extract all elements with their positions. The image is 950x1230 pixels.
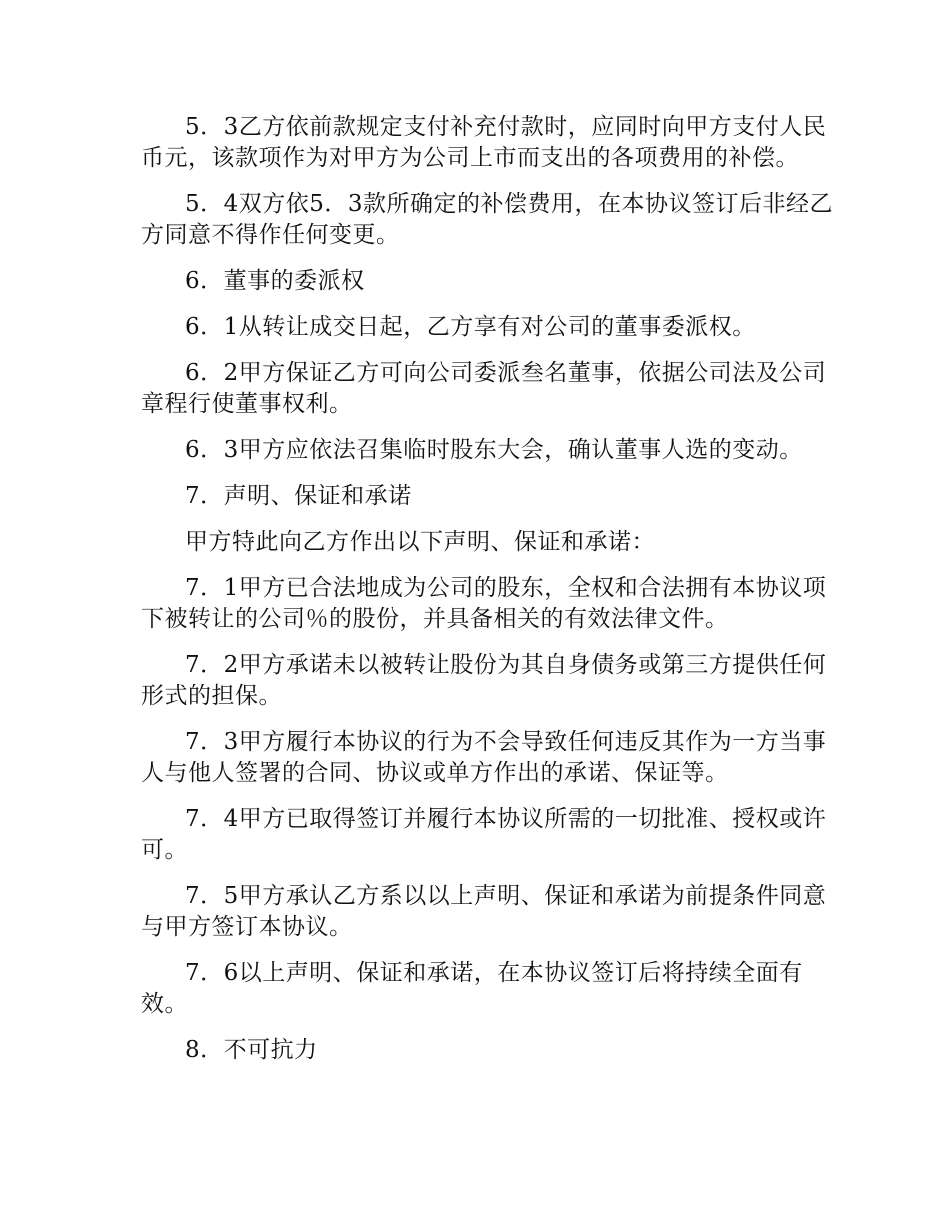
paragraph-7-1: 7．1甲方已合法地成为公司的股东，全权和合法拥有本协议项下被转让的公司％的股份，并具备相关的有效法律文件。 bbox=[141, 575, 827, 632]
paragraph-7-2: 7．2甲方承诺未以被转让股份为其自身债务或第三方提供任何形式的担保。 bbox=[141, 652, 827, 709]
paragraph-7-intro: 甲方特此向乙方作出以下声明、保证和承诺： bbox=[185, 529, 655, 555]
document-page bbox=[141, 112, 841, 1081]
paragraph-6-2: 6．2甲方保证乙方可向公司委派叁名董事，依据公司法及公司章程行使董事权利。 bbox=[141, 360, 827, 417]
paragraph-7-3: 7．3甲方履行本协议的行为不会导致任何违反其作为一方当事人与他人签署的合同、协议或单方作出的承诺、保证等。 bbox=[141, 729, 827, 786]
paragraph-7-5: 7．5甲方承认乙方系以以上声明、保证和承诺为前提条件同意与甲方签订本协议。 bbox=[141, 883, 827, 940]
section-heading-6: 6．董事的委派权 bbox=[185, 268, 365, 294]
paragraph-5-3: 5．3乙方依前款规定支付补充付款时，应同时向甲方支付人民币元，该款项作为对甲方为公司上市而支出的各项费用的补偿。 bbox=[141, 114, 827, 171]
paragraph-7-4: 7．4甲方已取得签订并履行本协议所需的一切批准、授权或许可。 bbox=[141, 806, 827, 863]
paragraph-6-1: 6．1从转让成交日起，乙方享有对公司的董事委派权。 bbox=[185, 314, 756, 340]
paragraph-7-6: 7．6以上声明、保证和承诺，在本协议签订后将持续全面有效。 bbox=[141, 960, 803, 1017]
section-heading-8: 8．不可抗力 bbox=[185, 1037, 318, 1063]
section-heading-7: 7．声明、保证和承诺 bbox=[185, 483, 412, 509]
paragraph-6-3: 6．3甲方应依法召集临时股东大会，确认董事人选的变动。 bbox=[185, 437, 803, 463]
paragraph-5-4: 5．4双方依5．3款所确定的补偿费用，在本协议签订后非经乙方同意不得作任何变更。 bbox=[141, 191, 834, 248]
